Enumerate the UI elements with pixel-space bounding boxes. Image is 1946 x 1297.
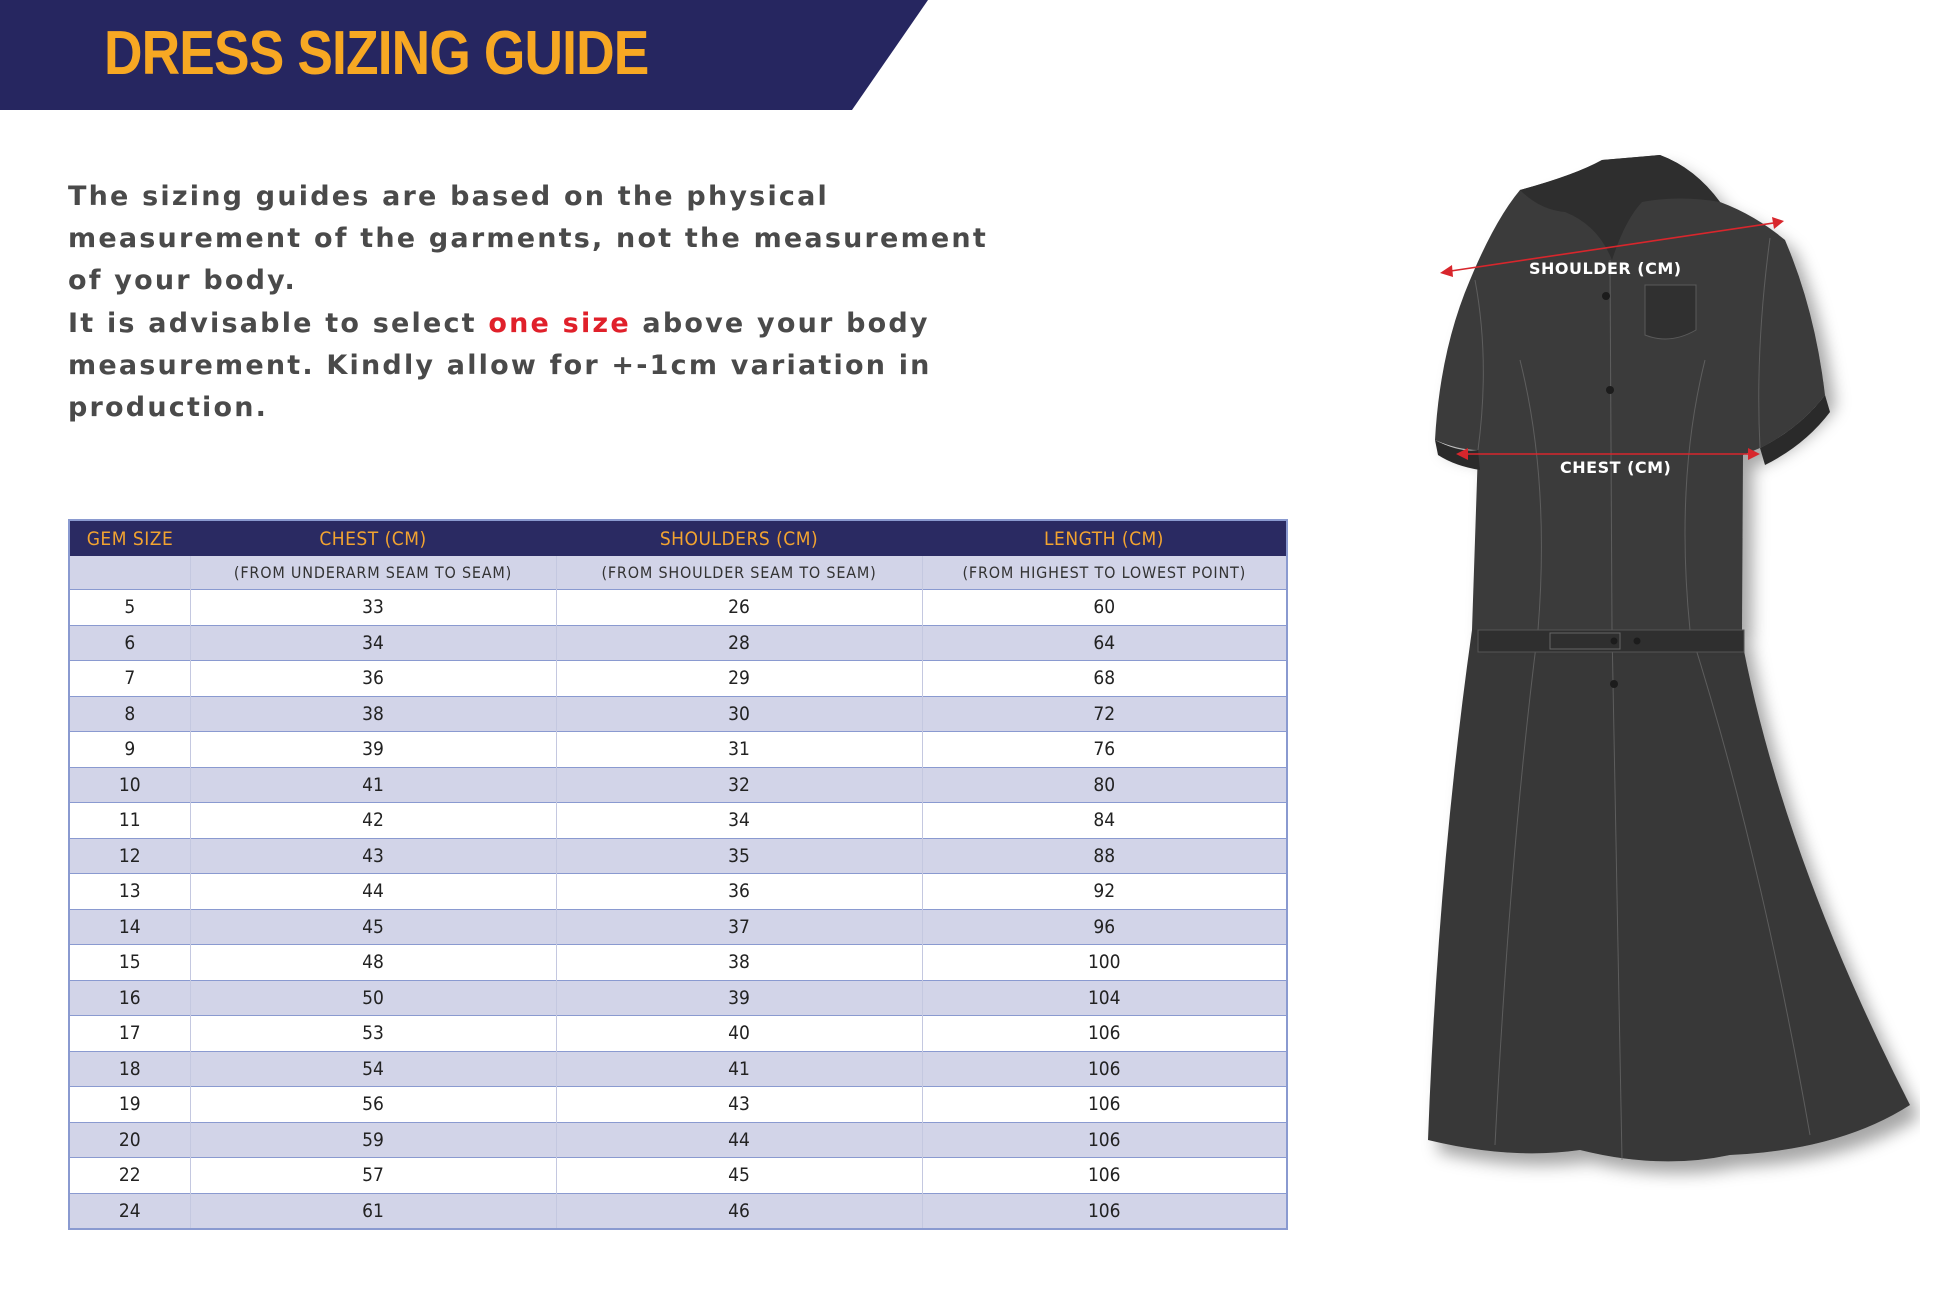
cell-shoulders: 43: [556, 1087, 922, 1123]
intro-paragraph-1: The sizing guides are based on the physical measurement of the garments, not the measurement of your body.: [68, 181, 988, 296]
cell-gem-size: 19: [69, 1087, 190, 1123]
cell-shoulders: 29: [556, 661, 922, 697]
cell-chest: 56: [190, 1087, 556, 1123]
cell-length: 96: [922, 909, 1287, 945]
header-length: LENGTH (CM): [922, 520, 1287, 556]
table-row: [69, 767, 1287, 803]
cell-gem-size: 22: [69, 1158, 190, 1194]
chest-label: CHEST (CM): [1560, 458, 1672, 477]
subheader-chest: (FROM UNDERARM SEAM TO SEAM): [190, 556, 556, 590]
cell-gem-size: 7: [69, 661, 190, 697]
table-row: [69, 696, 1287, 732]
cell-length: 106: [922, 1158, 1287, 1194]
cell-gem-size: 8: [69, 696, 190, 732]
cell-gem-size: 12: [69, 838, 190, 874]
cell-chest: 38: [190, 696, 556, 732]
subheader-length: (FROM HIGHEST TO LOWEST POINT): [922, 556, 1287, 590]
cell-chest: 59: [190, 1122, 556, 1158]
size-table: [68, 519, 1288, 1230]
cell-chest: 48: [190, 945, 556, 981]
cell-length: 106: [922, 1087, 1287, 1123]
cell-chest: 33: [190, 590, 556, 626]
cell-length: 76: [922, 732, 1287, 768]
cell-length: 60: [922, 590, 1287, 626]
cell-length: 84: [922, 803, 1287, 839]
cell-gem-size: 13: [69, 874, 190, 910]
cell-chest: 39: [190, 732, 556, 768]
cell-gem-size: 5: [69, 590, 190, 626]
table-row: [69, 590, 1287, 626]
cell-shoulders: 34: [556, 803, 922, 839]
table-row: [69, 625, 1287, 661]
cell-shoulders: 38: [556, 945, 922, 981]
table-header-row: [69, 520, 1287, 556]
header-shoulders: SHOULDERS (CM): [556, 520, 922, 556]
cell-shoulders: 41: [556, 1051, 922, 1087]
cell-chest: 54: [190, 1051, 556, 1087]
cell-gem-size: 10: [69, 767, 190, 803]
table-row: [69, 732, 1287, 768]
intro-highlight: one size: [488, 308, 631, 339]
table-row: [69, 980, 1287, 1016]
cell-shoulders: 30: [556, 696, 922, 732]
cell-gem-size: 17: [69, 1016, 190, 1052]
cell-chest: 50: [190, 980, 556, 1016]
table-row: [69, 874, 1287, 910]
subheader-shoulders: (FROM SHOULDER SEAM TO SEAM): [556, 556, 922, 590]
cell-length: 106: [922, 1122, 1287, 1158]
cell-length: 72: [922, 696, 1287, 732]
cell-chest: 44: [190, 874, 556, 910]
cell-shoulders: 40: [556, 1016, 922, 1052]
table-subheader-row: [69, 556, 1287, 590]
cell-shoulders: 44: [556, 1122, 922, 1158]
cell-shoulders: 28: [556, 625, 922, 661]
cell-chest: 36: [190, 661, 556, 697]
cell-chest: 41: [190, 767, 556, 803]
cell-chest: 45: [190, 909, 556, 945]
cell-chest: 61: [190, 1193, 556, 1229]
subheader-gem-size: [69, 556, 190, 590]
cell-length: 92: [922, 874, 1287, 910]
cell-gem-size: 6: [69, 625, 190, 661]
cell-shoulders: 37: [556, 909, 922, 945]
cell-gem-size: 9: [69, 732, 190, 768]
title-banner: [0, 0, 930, 110]
cell-length: 100: [922, 945, 1287, 981]
table-row: [69, 838, 1287, 874]
cell-gem-size: 15: [69, 945, 190, 981]
header-chest: CHEST (CM): [190, 520, 556, 556]
cell-shoulders: 32: [556, 767, 922, 803]
cell-shoulders: 31: [556, 732, 922, 768]
table-row: [69, 1193, 1287, 1229]
cell-chest: 53: [190, 1016, 556, 1052]
cell-gem-size: 18: [69, 1051, 190, 1087]
table-body: [69, 590, 1287, 1230]
table-row: [69, 1087, 1287, 1123]
cell-shoulders: 39: [556, 980, 922, 1016]
page-title: DRESS SIZING GUIDE: [104, 19, 649, 88]
table-row: [69, 945, 1287, 981]
cell-shoulders: 46: [556, 1193, 922, 1229]
cell-length: 106: [922, 1051, 1287, 1087]
table-row: [69, 1122, 1287, 1158]
cell-gem-size: 24: [69, 1193, 190, 1229]
shoulder-label: SHOULDER (CM): [1529, 259, 1682, 278]
cell-shoulders: 35: [556, 838, 922, 874]
cell-length: 106: [922, 1193, 1287, 1229]
cell-gem-size: 16: [69, 980, 190, 1016]
cell-gem-size: 14: [69, 909, 190, 945]
cell-chest: 42: [190, 803, 556, 839]
intro-paragraph-2-suffix: above your body measurement. Kindly allow for +-1cm variation in production.: [68, 308, 932, 423]
cell-length: 104: [922, 980, 1287, 1016]
cell-gem-size: 11: [69, 803, 190, 839]
cell-shoulders: 36: [556, 874, 922, 910]
table-row: [69, 1051, 1287, 1087]
table-row: [69, 909, 1287, 945]
cell-length: 64: [922, 625, 1287, 661]
table-row: [69, 661, 1287, 697]
table-row: [69, 1016, 1287, 1052]
dress-icon: [1360, 150, 1920, 1190]
cell-length: 80: [922, 767, 1287, 803]
intro-paragraph-2-prefix: It is advisable to select: [68, 308, 489, 339]
cell-length: 106: [922, 1016, 1287, 1052]
table-row: [69, 803, 1287, 839]
cell-length: 88: [922, 838, 1287, 874]
table-row: [69, 1158, 1287, 1194]
cell-chest: 43: [190, 838, 556, 874]
intro-paragraph-2: [68, 303, 1028, 429]
cell-chest: 34: [190, 625, 556, 661]
cell-gem-size: 20: [69, 1122, 190, 1158]
header-gem-size: GEM SIZE: [69, 520, 190, 556]
dress-illustration: [1360, 150, 1920, 1190]
cell-chest: 57: [190, 1158, 556, 1194]
cell-shoulders: 45: [556, 1158, 922, 1194]
cell-shoulders: 26: [556, 590, 922, 626]
cell-length: 68: [922, 661, 1287, 697]
